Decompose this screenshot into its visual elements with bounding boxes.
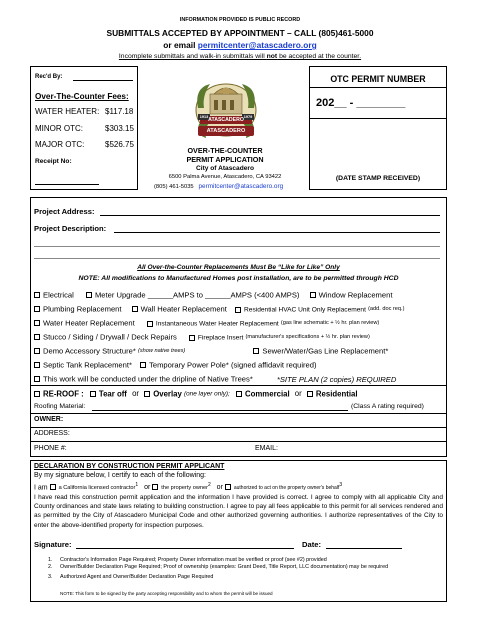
- recd-by-field[interactable]: [73, 80, 133, 81]
- checkbox-property-owner[interactable]: the property owner: [152, 484, 208, 491]
- fee-value-major-otc: $526.75: [105, 140, 134, 149]
- permit-number-title: OTC PERMIT NUMBER: [330, 74, 426, 84]
- roofing-material-field[interactable]: [92, 410, 348, 411]
- checkbox-sewer-water-gas[interactable]: Sewer/Water/Gas Line Replacement*: [253, 346, 388, 355]
- reroof-row: [34, 389, 442, 399]
- reroof-label: RE-ROOF :: [43, 389, 84, 399]
- footnote-item: 1. Contractor's Information Page Required; Property Owner information must be verified or proof (see #2) provided: [48, 557, 327, 563]
- fee-label-major-otc: MAJOR OTC:: [35, 140, 85, 149]
- recd-by-label: Rec'd By:: [35, 74, 63, 80]
- email-prefix: or email: [163, 40, 198, 50]
- project-description-field[interactable]: [114, 232, 440, 233]
- checkbox-authorized-agent[interactable]: authorized to act on the property owner's behalf: [225, 484, 339, 491]
- checkbox-water-heater[interactable]: Water Heater Replacement: [34, 318, 135, 327]
- permit-number-box: [309, 66, 447, 190]
- checkbox-commercial[interactable]: Commercial: [236, 389, 290, 398]
- city-seal: [192, 78, 260, 144]
- city-email-link[interactable]: permitcenter@atascadero.org: [198, 183, 284, 190]
- receipt-no-field[interactable]: [35, 184, 99, 185]
- fees-box: [30, 66, 138, 190]
- checkbox-plumbing-replacement[interactable]: Plumbing Replacement: [34, 304, 122, 313]
- date-field[interactable]: [326, 548, 402, 549]
- seal-year-left: 1913: [199, 115, 209, 119]
- checkbox-native-trees[interactable]: This work will be conducted under the dripline of Native Trees*: [34, 374, 253, 383]
- checkbox-overlay[interactable]: Overlay: [144, 389, 182, 398]
- options-row-3: [34, 318, 442, 328]
- checkbox-stucco-siding[interactable]: Stucco / Siding / Drywall / Deck Repairs: [34, 332, 177, 341]
- incomplete-pre: Incomplete submittals and walk-in submittals will: [118, 53, 267, 60]
- options-row-2: [34, 304, 442, 314]
- date-label: Date:: [302, 540, 321, 549]
- checkbox-temporary-power-pole[interactable]: Temporary Power Pole*: [140, 360, 229, 369]
- city-name: City of Atascadero: [195, 165, 254, 172]
- permit-number-field[interactable]: 202__ - ________: [316, 97, 406, 109]
- checkbox-hvac-replacement[interactable]: Residential HVAC Unit Only Replacement: [235, 305, 366, 314]
- reroof-or-2: or: [294, 389, 302, 399]
- class-a-note: (Class A rating required): [351, 403, 424, 410]
- owner-address-label: ADDRESS:: [34, 430, 70, 437]
- email-line: [0, 40, 480, 50]
- checkbox-wall-heater[interactable]: Wall Heater Replacement: [132, 304, 227, 313]
- footnote-item: 3. Authorized Agent and Owner/Builder Declaration Page Required: [48, 573, 214, 580]
- description-line-3[interactable]: [34, 258, 440, 259]
- fee-value-water-heater: $117.18: [105, 107, 134, 116]
- reroof-divider: [30, 385, 447, 386]
- manufactured-homes-note: NOTE: All modifications to Manufactured Homes post installation, are to be permitted through HCD: [78, 275, 399, 282]
- site-plan-note: *SITE PLAN (2 copies) REQUIRED: [276, 374, 397, 384]
- incomplete-notice: [0, 53, 480, 60]
- fireplace-note: (manufacturer's specifications + ½ hr. plan review): [245, 334, 370, 340]
- project-description-label: Project Description:: [34, 224, 107, 233]
- owner-divider: [30, 413, 447, 414]
- checkbox-demo-accessory[interactable]: Demo Accessory Structure*: [34, 346, 136, 355]
- declaration-title: DECLARATION BY CONSTRUCTION PERMIT APPLICANT: [34, 463, 225, 470]
- demo-note: (show native trees): [137, 348, 186, 354]
- checkbox-instantaneous-water-heater[interactable]: Instantaneous Water Heater Replacement: [147, 319, 279, 328]
- options-row-1: [34, 290, 442, 300]
- permit-divider: [310, 87, 446, 88]
- options-row-4: [34, 332, 442, 342]
- reroof-or-1: or: [132, 389, 140, 399]
- checkbox-reroof[interactable]: [34, 391, 40, 397]
- form-title-1: OVER-THE-COUNTER: [187, 146, 263, 155]
- fee-label-minor-otc: MINOR OTC:: [35, 124, 83, 133]
- description-line-2[interactable]: [34, 246, 440, 247]
- checkbox-fireplace-insert[interactable]: Fireplace Insert: [189, 333, 243, 342]
- seal-year-right: 1979: [243, 115, 253, 119]
- checkbox-window-replacement[interactable]: Window Replacement: [310, 290, 393, 299]
- signature-field[interactable]: [76, 548, 294, 549]
- seal-text-top: ATASCADERO: [208, 117, 244, 123]
- power-pole-note: (signed affidavit required): [230, 360, 317, 370]
- declaration-role-line: I am a California licensed contractor$^1$ or the property owner$^2$ or authorized to act on the property owner's behalf$^3$: [34, 482, 343, 492]
- seal-text-bottom: ATASCADERO: [206, 128, 246, 134]
- roofing-material-label: Roofing Material:: [34, 403, 86, 410]
- form-title-2: PERMIT APPLICATION: [186, 155, 264, 164]
- city-address: 6500 Palma Avenue, Atascadero, CA 93422: [168, 174, 282, 180]
- permit-divider-2: [310, 118, 446, 119]
- owner-divider-3: [30, 441, 447, 442]
- checkbox-septic-tank[interactable]: Septic Tank Replacement*: [34, 360, 132, 369]
- declaration-intro: By my signature below, I certify to each of the following:: [34, 472, 206, 479]
- owner-email-label: EMAIL:: [255, 445, 278, 452]
- date-stamp-label: (DATE STAMP RECEIVED): [335, 175, 421, 182]
- fee-label-water-heater: WATER HEATER:: [35, 107, 100, 116]
- receipt-no-label: Receipt No:: [35, 158, 72, 165]
- hvac-note: (add. doc req.): [368, 306, 405, 312]
- incomplete-not: not: [266, 53, 278, 60]
- owner-label: OWNER:: [34, 416, 64, 423]
- otc-fees-title: Over-The-Counter Fees:: [35, 92, 129, 101]
- like-for-like-notice: All Over-the-Counter Replacements Must Be “Like for Like” Only: [137, 264, 340, 271]
- footnotes-list: [48, 557, 444, 581]
- project-address-field[interactable]: [100, 215, 440, 216]
- public-record-notice: INFORMATION PROVIDED IS PUBLIC RECORD: [179, 17, 301, 23]
- overlay-note: (one layer only);: [183, 390, 230, 398]
- incomplete-post: be accepted at the counter.: [277, 53, 362, 60]
- fee-value-minor-otc: $303.15: [105, 124, 134, 133]
- email-link[interactable]: permitcenter@atascadero.org: [197, 40, 317, 50]
- owner-phone-label: PHONE #:: [34, 445, 67, 452]
- checkbox-electrical[interactable]: Electrical: [34, 290, 74, 299]
- footnote-item: 2. Owner/Builder Declaration Page Required; Proof of ownership (examples: Grant Deed, Title Report, LLC documentation) may be required: [48, 564, 389, 571]
- instantaneous-note: (gas line schematic + ½ hr. plan review): [280, 320, 380, 326]
- submittals-heading: SUBMITTALS ACCEPTED BY APPOINTMENT – CALL (805)461-5000: [106, 28, 374, 38]
- bottom-note: NOTE: This form to be signed by the party accepting responsibility and to whom the permit will be issued: [60, 591, 273, 596]
- options-row-6: [34, 360, 442, 370]
- checkbox-tear-off[interactable]: Tear off: [90, 389, 127, 398]
- signature-label: Signature:: [34, 540, 72, 549]
- options-row-7: [34, 374, 442, 384]
- city-phone: (805) 461-5035: [154, 184, 194, 190]
- checkbox-licensed-contractor[interactable]: a California licensed contractor: [50, 484, 136, 491]
- checkbox-meter-upgrade[interactable]: Meter Upgrade ______AMPS to ______AMPS (<400 AMPS): [86, 290, 300, 299]
- project-address-label: Project Address:: [34, 207, 95, 216]
- checkbox-residential[interactable]: Residential: [307, 389, 358, 398]
- options-row-5: [34, 346, 442, 356]
- declaration-paragraph: I have read this construction permit application and the information I have provided is correct. I agree to comply with all applicable City and County ordinances and state laws relating to building construction. I agree to pay all fees applicable to this permit for all services rendered and as permitted by the City of Atascadero Municipal Code and other authorized governing authorities. I authorize representatives of the City to enter the above-identified property for inspection purposes.: [34, 494, 443, 529]
- owner-divider-2: [30, 427, 447, 428]
- contact-line: [154, 183, 283, 190]
